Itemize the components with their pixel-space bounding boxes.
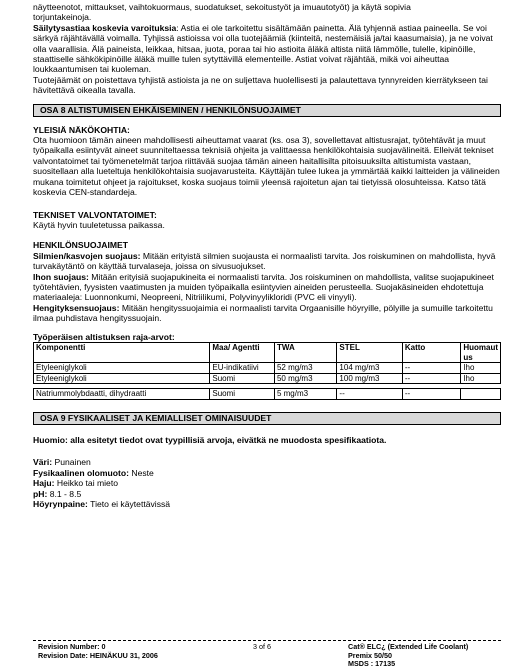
property-value: 8.1 - 8.5 [47, 488, 82, 499]
table-header-row [34, 342, 501, 362]
property-label: pH: [33, 488, 48, 499]
eye-protection [33, 251, 501, 272]
table-row [34, 373, 501, 384]
property-value: Punainen [52, 457, 91, 468]
container-warning-heading: Säilytysastiaa koskevia varoituksia [33, 22, 177, 33]
table-cell: 52 mg/m3 [274, 363, 336, 374]
table-cell: -- [337, 389, 402, 400]
msds-number: MSDS : 17135 [348, 659, 396, 669]
table-cell: -- [402, 389, 460, 400]
general-heading: YLEISIÄ NÄKÖKOHTIA: [33, 124, 130, 135]
property-label: Höyrynpaine: [33, 498, 88, 509]
property-value: Tieto ei käytettävissä [87, 498, 171, 509]
table-cell: Natriummolybdaatti, dihydraatti [34, 389, 210, 400]
resp-heading: Hengityksensuojaus: [33, 302, 120, 313]
column-header: Katto [402, 342, 460, 362]
table-cell: Etyleeniglykoli [34, 363, 210, 374]
property-vapor-pressure [33, 499, 501, 509]
property-label: Väri: [33, 457, 53, 468]
section-9-header: OSA 9 FYSIKAALISET JA KEMIALLISET OMINAISUUDET [33, 412, 501, 425]
table-cell: EU-indikatiivi [210, 363, 275, 374]
property-value: Neste [128, 467, 154, 478]
exposure-limits-table [33, 342, 501, 400]
general-text: Ota huomioon tämän aineen mahdollisesti aiheuttamat vaarat (ks. osa 3), sovellettavat altistusrajat, työtehtävät ja muut työpaikalla esiintyvät aineet suunniteltaessa teknisiä ohjeita ja valittaessa henkilökohtaisia suojavälineitä. Elleivät tekniset valvontatoimet tai työmenetelmät tarjoa riittävää suojaa tämän aineen haitallisilta pitoisuuksilta altistumista vastaan, suositellaan alla lueteltuja henkilökohtaisia suojavarusteita. Käyttäjän tulee lukea ja ymmärtää kaikki laitteiden ja välineiden mukana toimitetut ohjeet ja rajoitukset, koska suojaus toimii yleensä rajoitetun ajan tai tietyissä olosuhteissa. Katso tätä koskevia CEN-standardeja. [33, 135, 500, 198]
container-warning-text-2: Tuotejäämät on poistettava tyhjistä astioista ja ne on suljettava huolellisesti ja palautettava tynnyreiden kierrätykseen tai hävitettävä oikealla tavalla. [33, 74, 488, 96]
skin-text: Mitään erityisiä suojapukineita ei normaalisti tarvita. Jos roiskuminen on mahdollista, valitse suojapukineet työtehtävien, fyysisten vaatimusten ja muiden työpaikalla esiintyvien aineiden perusteella. Suojakäsineiden ehdotettuja materiaaleja: Luonnonkumi, Neopreeni, Nitriilikumi, Polyvinyylikloridi (PVC eli vinyyli). [33, 271, 494, 303]
table-cell: -- [402, 373, 460, 384]
table-row [34, 389, 501, 400]
column-header: Maa/ Agentti [210, 342, 275, 362]
intro-line: näytteenotot, mittaukset, vaihtokuormaus, suodatukset, sekoitustyöt ja imuautotyöt) ja käytä sopivia [33, 2, 411, 12]
container-warning-text: : Astia ei ole tarkoitettu sisältämään painetta. Älä tyhjennä astiaa paineella. Se voi särkyä räjähtävällä voimalla. Tyhjissä astioissa voi olla tuotejäämiä (kiinteitä, nestemäisiä ja/tai kaasumaisia), ja ne voivat olla vaarallisia. Älä paineista, leikkaa, hitsaa, juota, poraa tai hio astioita äläkä altista niitä lämmölle, tulelle, kipinöille, staattiselle sähkökipinöille äläkä muille tulen sytyttävillä elementeille. Astiat voivat räjähtää, mikä voi aiheuttaa loukkaantumisen tai kuoleman. [33, 22, 493, 75]
section-9-note: Huomio: alla esitetyt tiedot ovat tyypillisiä arvoja, eivätkä ne muodosta spesifikaatiota. [33, 434, 387, 445]
tech-heading: TEKNISET VALVONTATOIMET: [33, 209, 157, 220]
column-header: Huomaut us [461, 342, 501, 362]
revision-number: Revision Number: 0 [38, 642, 106, 651]
resp-text: Mitään hengityssuojaimia ei normaalisti tarvita Orgaanisille höyryille, pölyille ja sumuille tarkoitettu ilmaa puhdistava hengityssuojain. [33, 302, 493, 324]
table-cell: 5 mg/m3 [274, 389, 336, 400]
page-number: 3 of 6 [253, 642, 271, 651]
footer-divider [33, 640, 501, 641]
revision-date: Revision Date: HEINÄKUU 31, 2006 [38, 650, 158, 660]
eye-heading: Silmien/kasvojen suojaus: [33, 250, 141, 261]
column-header: STEL [337, 342, 402, 362]
table-cell: Suomi [210, 389, 275, 400]
property-ph [33, 489, 501, 499]
property-label: Haju: [33, 478, 55, 489]
property-label: Fysikaalinen olomuoto: [33, 467, 129, 478]
skin-heading: Ihon suojaus: [33, 271, 89, 282]
table-cell [461, 389, 501, 400]
table-cell: 104 mg/m3 [337, 363, 402, 374]
section-8-header: OSA 8 ALTISTUMISEN EHKÄISEMINEN / HENKILÖNSUOJAIMET [33, 104, 501, 117]
eye-text: Mitään erityistä silmien suojausta ei normaalisti tarvita. Jos roiskuminen on mahdollista, hyvä turvakäytäntö on käyttää turvalaseja, joissa on sivusuojukset. [33, 250, 496, 272]
property-value: Heikko tai mieto [54, 478, 119, 489]
resp-protection [33, 303, 501, 324]
column-header: Komponentti [34, 342, 210, 362]
property-state [33, 468, 501, 478]
container-warning [33, 23, 501, 75]
property-odor [33, 478, 501, 488]
table-cell: 100 mg/m3 [337, 373, 402, 384]
table-cell: Suomi [210, 373, 275, 384]
table-row [34, 363, 501, 374]
premix: Premix 50/50 [348, 650, 392, 660]
ppe-heading: HENKILÖNSUOJAIMET [33, 240, 129, 251]
table-cell: Iho [461, 373, 501, 384]
table-cell: 50 mg/m3 [274, 373, 336, 384]
table-cell: -- [402, 363, 460, 374]
intro-line: torjuntakeinoja. [33, 12, 92, 23]
tech-text: Käytä hyvin tuuletetussa paikassa. [33, 219, 165, 230]
table-cell: Etyleeniglykoli [34, 373, 210, 384]
column-header: TWA [274, 342, 336, 362]
property-color [33, 457, 501, 467]
limits-heading: Työperäisen altistuksen raja-arvot: [33, 331, 175, 342]
table-cell: Iho [461, 363, 501, 374]
product-name: Cat® ELC¿ (Extended Life Coolant) [348, 642, 469, 651]
skin-protection [33, 272, 501, 303]
